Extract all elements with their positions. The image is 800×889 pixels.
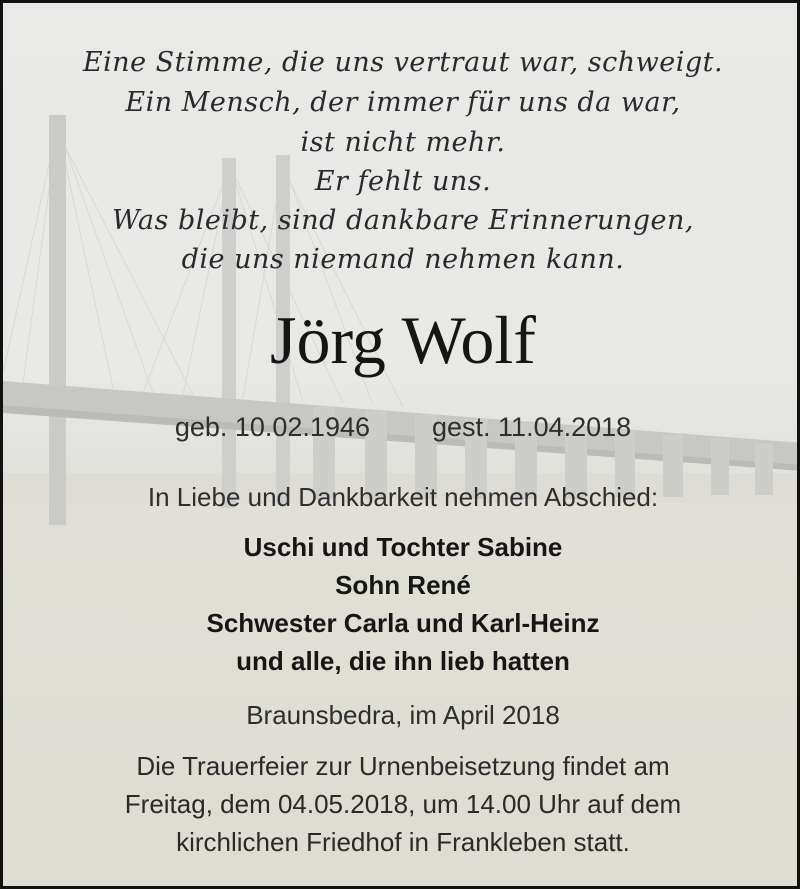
place-and-date: Braunsbedra, im April 2018 <box>246 700 560 730</box>
mourner-line-2: Sohn René <box>335 570 471 600</box>
farewell-intro: In Liebe und Dankbarkeit nehmen Abschied: <box>147 482 659 512</box>
ceremony-line-3: kirchlichen Friedhof in Frankleben statt. <box>176 827 630 857</box>
verse-line-2: Ein Mensch, der immer für uns da war, <box>125 87 681 118</box>
ceremony-line-2: Freitag, dem 04.05.2018, um 14.00 Uhr auf dem <box>124 789 682 819</box>
deceased-name: Jörg Wolf <box>270 302 536 378</box>
obituary-text <box>3 3 800 889</box>
ceremony-line-1: Die Trauerfeier zur Urnenbeisetzung findet am <box>136 751 670 781</box>
verse-line-3: ist nicht mehr. <box>300 127 506 158</box>
life-dates <box>3 412 800 443</box>
verse-line-6: die uns niemand nehmen kann. <box>181 244 625 275</box>
verse-line-1: Eine Stimme, die uns vertraut war, schweigt. <box>82 47 724 78</box>
mourner-line-4: und alle, die ihn lieb hatten <box>236 646 570 676</box>
verse-line-5: Was bleibt, sind dankbare Erinnerungen, <box>112 205 694 236</box>
death-date: gest. 11.04.2018 <box>432 412 632 442</box>
birth-date: geb. 10.02.1946 <box>174 412 370 442</box>
verse-line-4: Er fehlt uns. <box>314 166 492 197</box>
mourner-line-1: Uschi und Tochter Sabine <box>243 532 563 562</box>
mourner-line-3: Schwester Carla und Karl-Heinz <box>206 608 600 638</box>
